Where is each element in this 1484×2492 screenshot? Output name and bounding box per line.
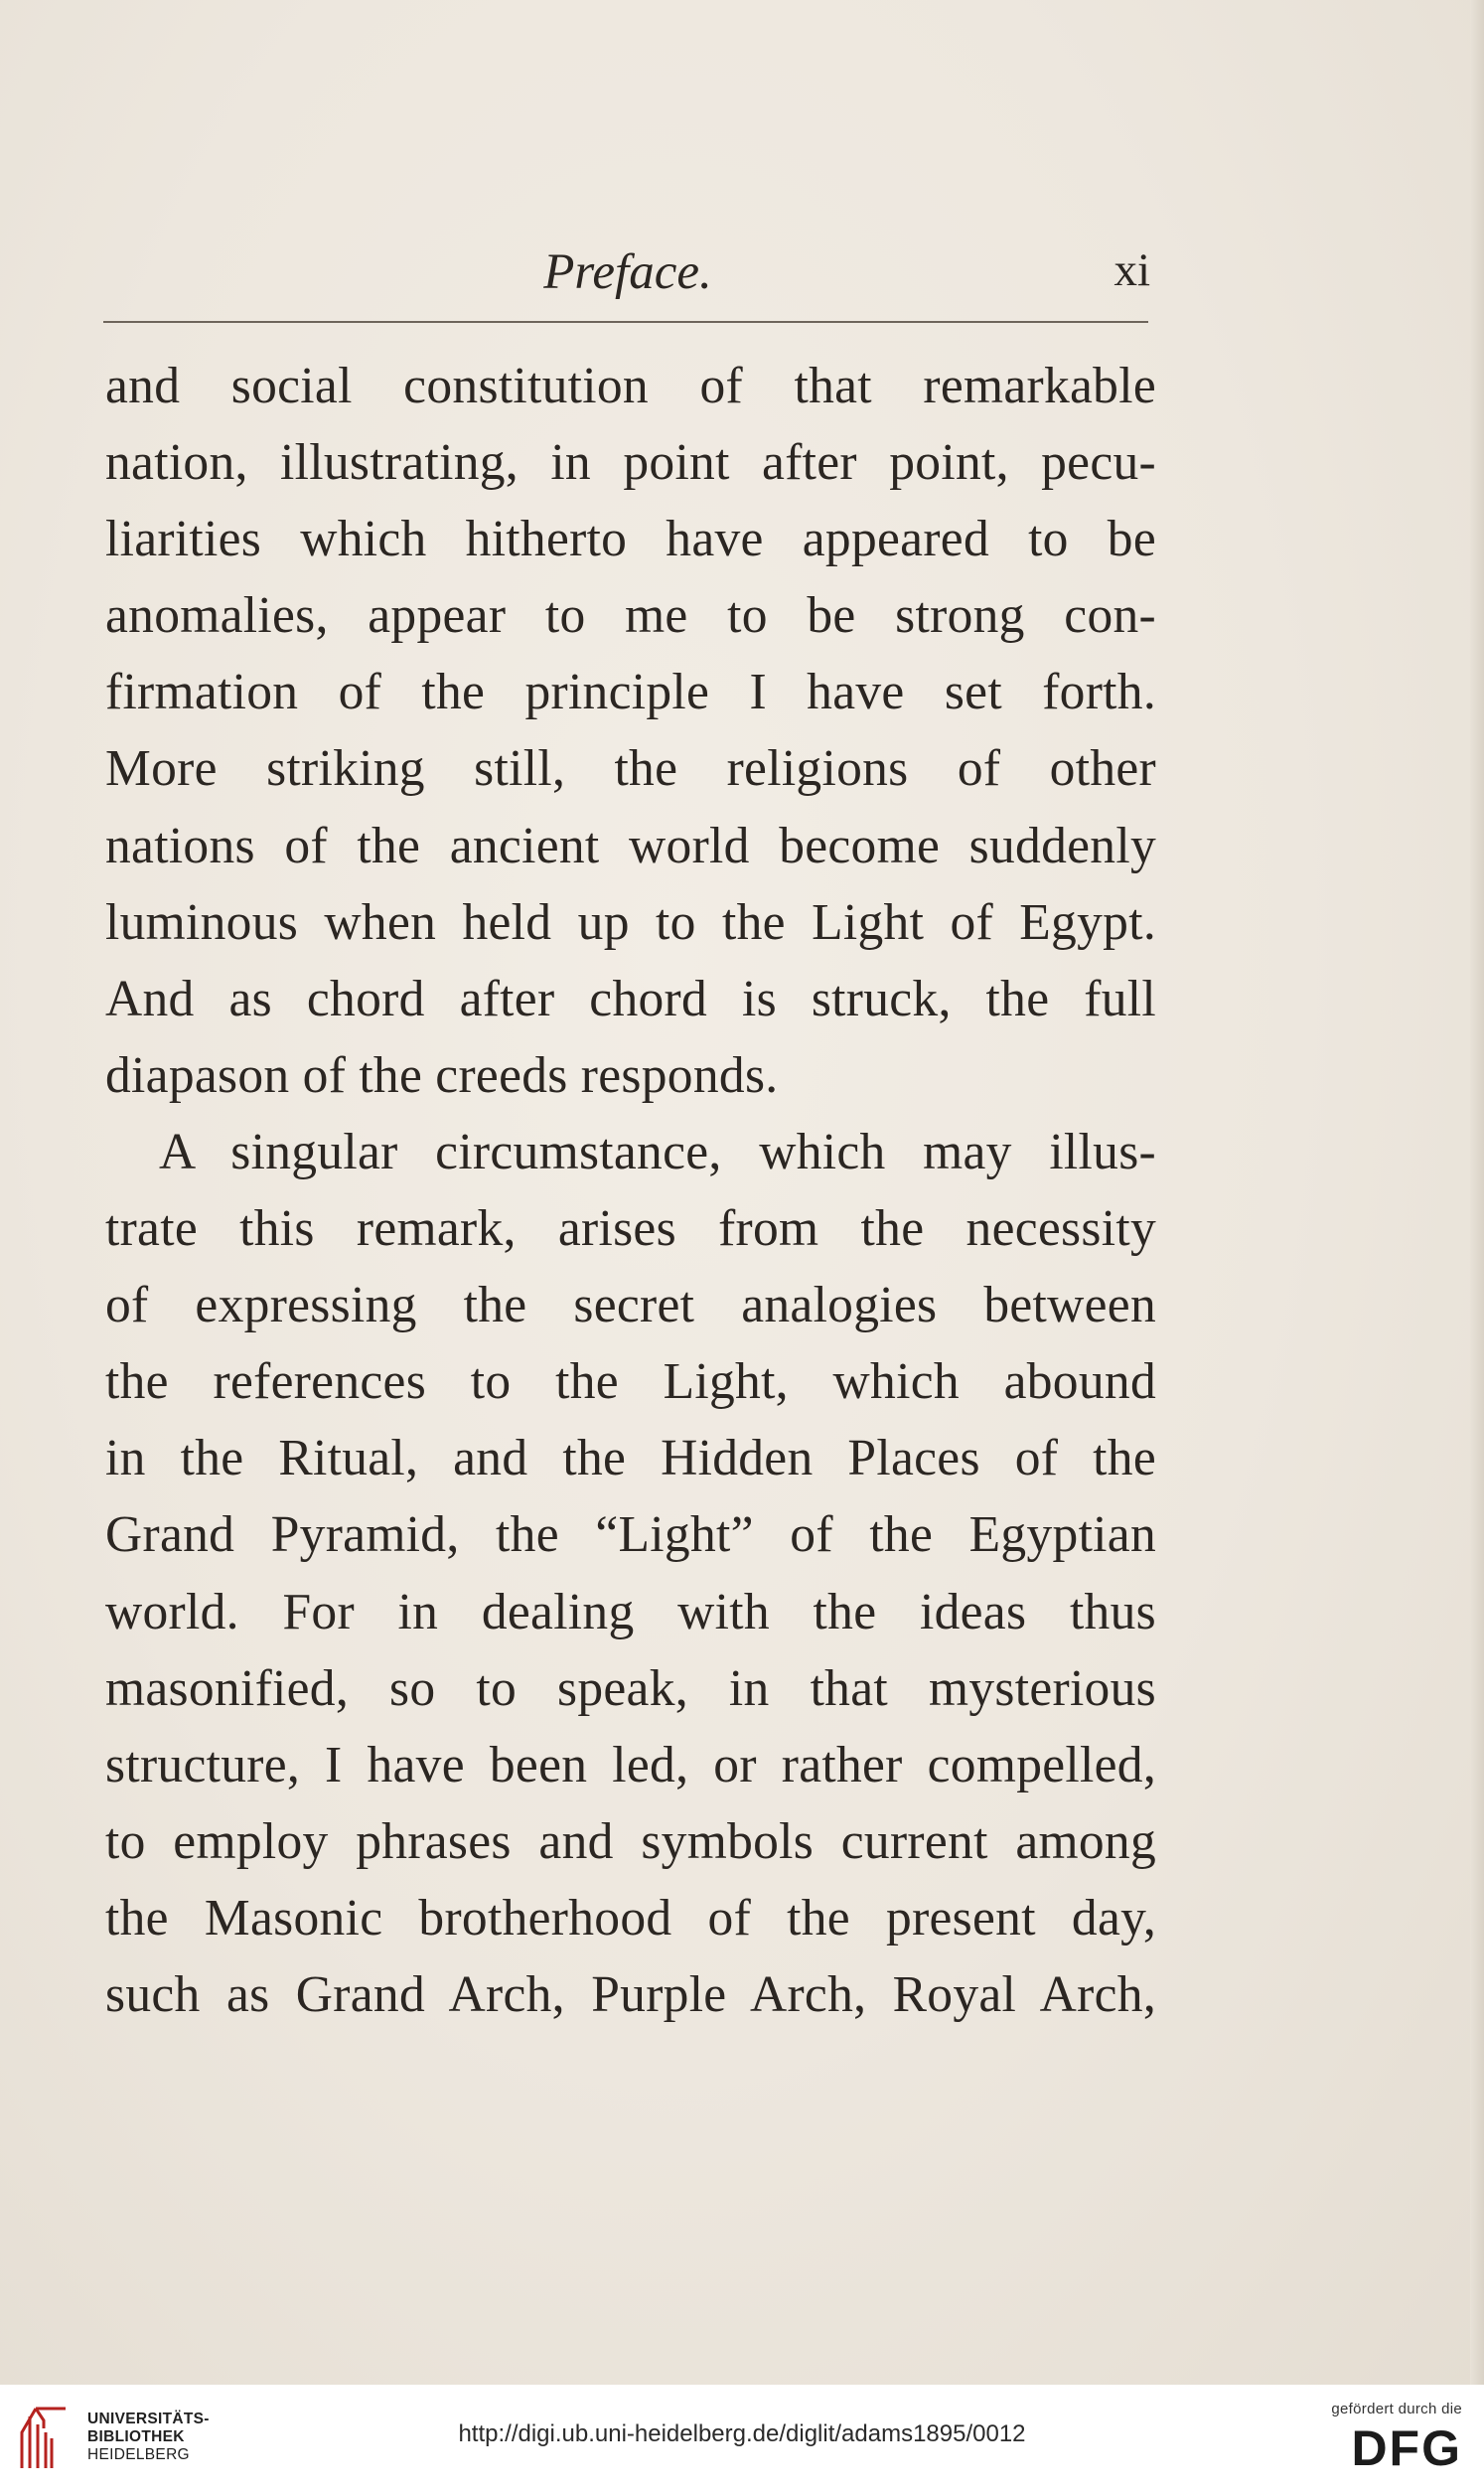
text-line: world. For in dealing with the ideas thus (105, 1583, 1156, 1640)
text-line: and social constitution of that remarkable (105, 358, 1156, 414)
header-rule (103, 321, 1148, 323)
text-line: the Masonic brotherhood of the present day, (105, 1889, 1156, 1947)
dfg-logo: DFG (1351, 2420, 1462, 2476)
funding-label: gefördert durch die (1331, 2401, 1462, 2417)
text-line: trate this remark, arises from the necessity (105, 1200, 1156, 1258)
page-number: xi (1113, 244, 1150, 296)
text-line: in the Ritual, and the Hidden Places of the (105, 1430, 1156, 1487)
text-line: firmation of the principle I have set forth. (105, 664, 1156, 721)
text-line: structure, I have been led, or rather compelled, (105, 1736, 1156, 1793)
text-line: the references to the Light, which abound (105, 1353, 1156, 1411)
text-line: More striking still, the religions of other (105, 740, 1156, 798)
body-text (105, 348, 1156, 2033)
text-line: Grand Pyramid, the “Light” of the Egyptian (105, 1506, 1156, 1564)
text-line: to employ phrases and symbols current among (105, 1812, 1156, 1870)
permalink-url[interactable]: http://digi.ub.uni-heidelberg.de/diglit/adams1895/0012 (458, 2420, 1026, 2447)
text-line: diapason of the creeds responds. (105, 1046, 779, 1104)
text-line: of expressing the secret analogies between (105, 1277, 1156, 1334)
library-name-line: BIBLIOTHEK (87, 2428, 185, 2445)
text-line: nations of the ancient world become suddenly (105, 817, 1156, 874)
text-line: And as chord after chord is struck, the full (105, 970, 1156, 1027)
page-edge-shadow (1470, 0, 1484, 2385)
funding-notice (1303, 2401, 1462, 2476)
running-head (105, 243, 1150, 323)
text-line: liarities which hitherto have appeared to be (105, 511, 1156, 568)
text-line: such as Grand Arch, Purple Arch, Royal Arch, (105, 1965, 1156, 2023)
digitization-footer (0, 2385, 1484, 2492)
text-line: A singular circumstance, which may illus- (159, 1123, 1156, 1180)
text-line: masonified, so to speak, in that mysterious (105, 1659, 1156, 1717)
text-line: nation, illustrating, in point after point, pecu- (105, 434, 1156, 492)
text-line: anomalies, appear to me to be strong con- (105, 587, 1156, 645)
library-name-line: HEIDELBERG (87, 2446, 190, 2463)
library-name-line: UNIVERSITÄTS- (87, 2411, 210, 2427)
running-title: Preface. (543, 244, 712, 300)
text-line: luminous when held up to the Light of Egypt. (105, 893, 1156, 951)
